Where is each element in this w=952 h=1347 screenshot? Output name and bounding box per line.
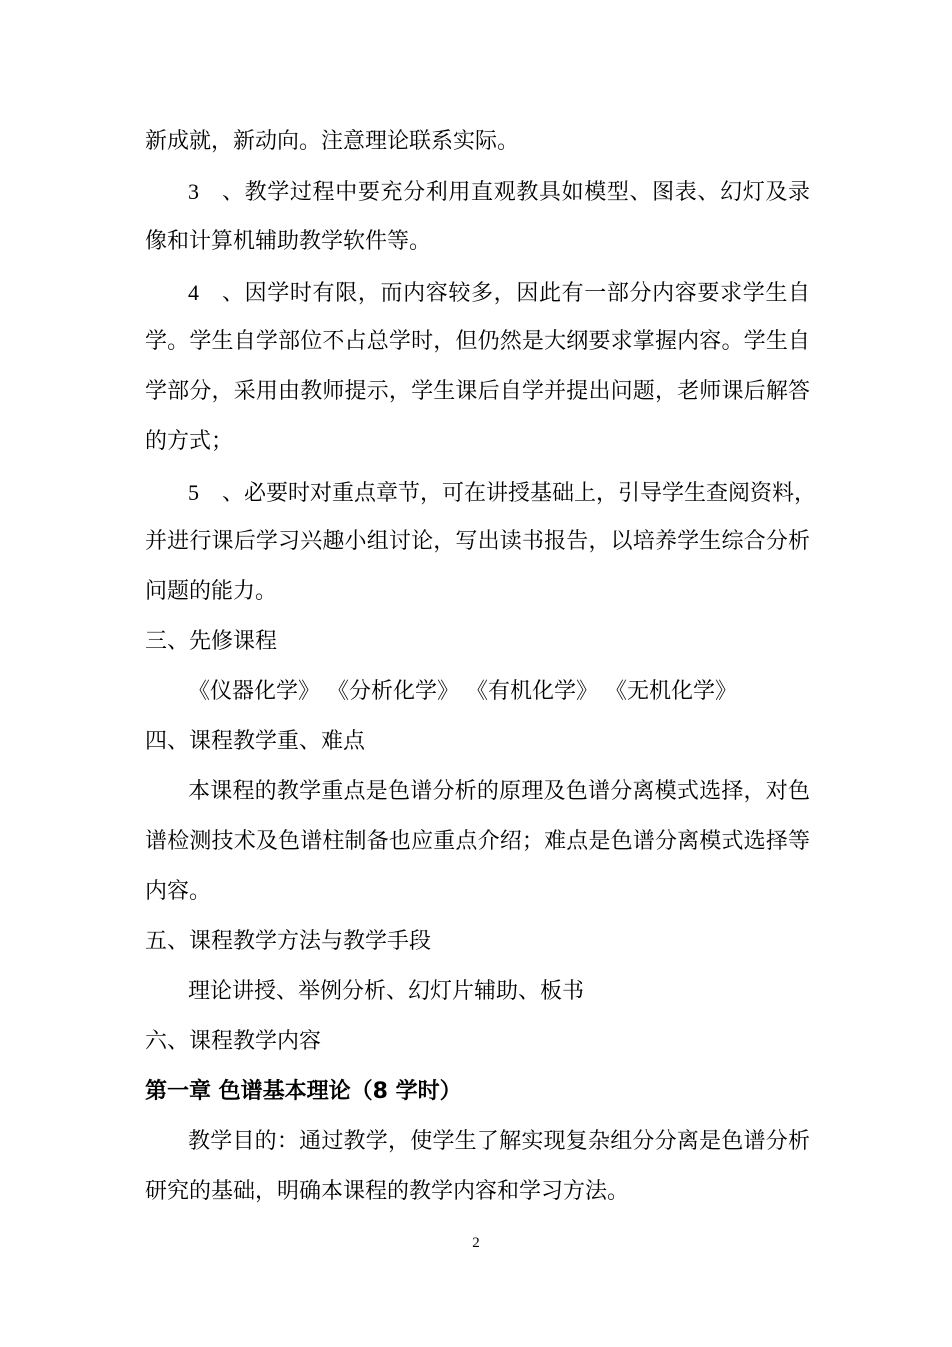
paragraph-line: 学。学生自学部位不占总学时，但仍然是大纲要求掌握内容。学生自	[145, 329, 810, 354]
section-heading: 四、课程教学重、难点	[145, 729, 366, 754]
paragraph-line: 理论讲授、举例分析、幻灯片辅助、板书	[188, 979, 585, 1004]
section-heading: 六、课程教学内容	[145, 1029, 322, 1054]
paragraph-line: 像和计算机辅助教学软件等。	[145, 229, 432, 254]
list-item-text: 因学时有限，而内容较多，因此有一部分内容要求学生自	[244, 281, 810, 306]
paragraph-line: 教学目的：通过教学，使学生了解实现复杂组分分离是色谱分析	[188, 1129, 810, 1154]
prerequisite-courses: 《仪器化学》 《分析化学》 《有机化学》 《无机化学》	[188, 679, 737, 704]
paragraph-line: 并进行课后学习兴趣小组讨论，写出读书报告，以培养学生综合分析	[145, 529, 810, 554]
paragraph-line: 学部分，采用由教师提示，学生课后自学并提出问题，老师课后解答	[145, 379, 810, 404]
paragraph-line: 内容。	[145, 879, 212, 904]
chapter-heading: 第一章 色谱基本理论（8 学时）	[145, 1079, 462, 1104]
paragraph-line: 问题的能力。	[145, 579, 278, 604]
paragraph-line: 的方式；	[145, 429, 234, 454]
list-number: 4、	[188, 280, 244, 305]
paragraph-line: 谱检测技术及色谱柱制备也应重点介绍；难点是色谱分离模式选择等	[145, 829, 810, 854]
paragraph-line: 本课程的教学重点是色谱分析的原理及色谱分离模式选择，对色	[188, 779, 810, 804]
page-number: 2	[472, 1235, 480, 1251]
list-item-4	[188, 278, 810, 309]
list-item-text: 教学过程中要充分利用直观教具如模型、图表、幻灯及录	[244, 180, 810, 205]
paragraph-line: 研究的基础，明确本课程的教学内容和学习方法。	[145, 1179, 630, 1204]
section-heading: 三、先修课程	[145, 629, 278, 654]
list-item-3	[188, 177, 810, 208]
paragraph-line: 新成就，新动向。注意理论联系实际。	[145, 129, 520, 154]
list-item-text: 必要时对重点章节，可在讲授基础上，引导学生查阅资料，	[244, 481, 817, 506]
list-number: 3、	[188, 179, 244, 204]
list-number: 5、	[188, 480, 244, 505]
section-heading: 五、课程教学方法与教学手段	[145, 929, 432, 954]
list-item-5	[188, 478, 817, 509]
